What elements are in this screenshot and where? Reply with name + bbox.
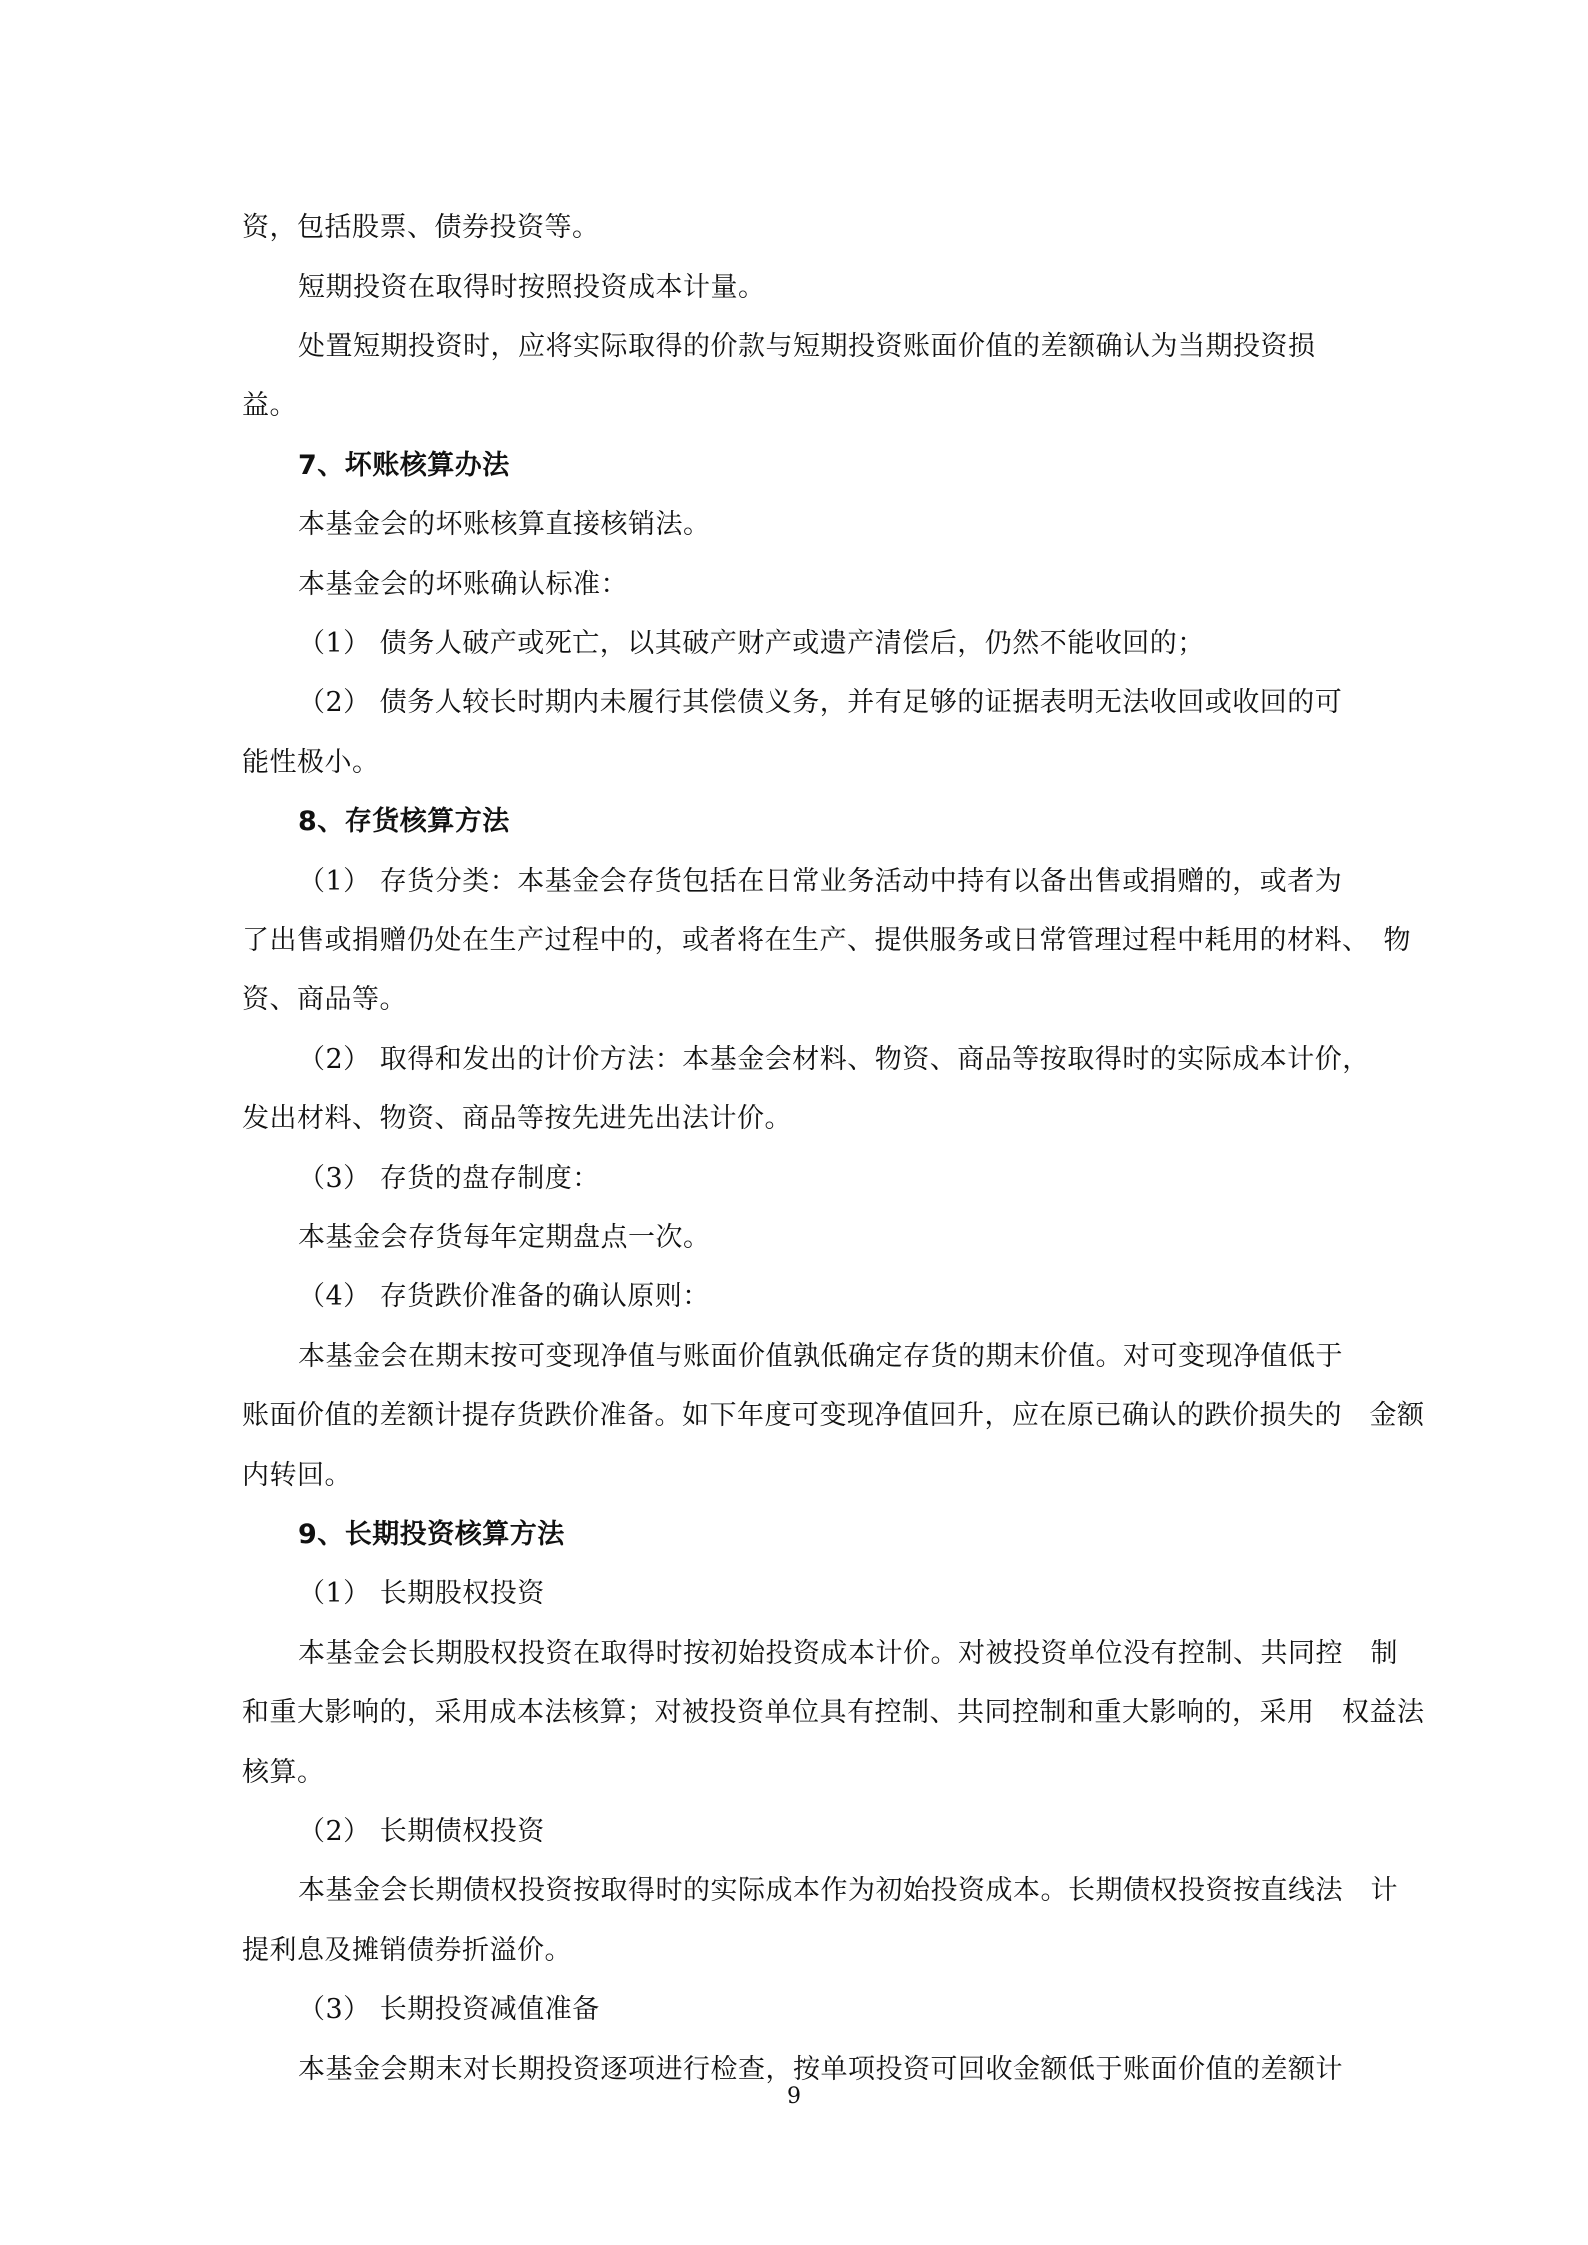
paragraph-line: 账面价值的差额计提存货跌价准备。如下年度可变现净值回升，应在原已确认的跌价损失的 金额 xyxy=(242,1400,1425,1431)
paragraph-line: 提利息及摊销债券折溢价。 xyxy=(242,1935,572,1966)
paragraph-line: 本基金会存货每年定期盘点一次。 xyxy=(298,1222,711,1253)
list-item: （1） 长期股权投资 xyxy=(298,1578,545,1609)
paragraph-line: 本基金会期末对长期投资逐项进行检查，按单项投资可回收金额低于账面价值的差额计 xyxy=(298,2054,1343,2085)
page-number: 9 xyxy=(787,2084,801,2109)
list-item: （4） 存货跌价准备的确认原则： xyxy=(298,1281,710,1312)
paragraph-line: 发出材料、物资、商品等按先进先出法计价。 xyxy=(242,1103,792,1134)
list-item: （1） 债务人破产或死亡，以其破产财产或遗产清偿后，仍然不能收回的； xyxy=(298,628,1205,659)
paragraph-line: 处置短期投资时，应将实际取得的价款与短期投资账面价值的差额确认为当期投资损 xyxy=(298,331,1316,362)
section-heading: 8、存货核算方法 xyxy=(298,806,510,837)
paragraph-line: 本基金会的坏账确认标准： xyxy=(298,569,628,600)
paragraph-line: 短期投资在取得时按照投资成本计量。 xyxy=(298,272,766,303)
paragraph-line: 本基金会长期股权投资在取得时按初始投资成本计价。对被投资单位没有控制、共同控 制 xyxy=(298,1638,1398,1669)
paragraph-line: 本基金会在期末按可变现净值与账面价值孰低确定存货的期末价值。对可变现净值低于 xyxy=(298,1341,1343,1372)
paragraph-line: 了出售或捐赠仍处在生产过程中的，或者将在生产、提供服务或日常管理过程中耗用的材料、 物 xyxy=(242,925,1411,956)
section-heading: 9、长期投资核算方法 xyxy=(298,1519,565,1550)
section-heading: 7、坏账核算办法 xyxy=(298,450,510,481)
paragraph-line: 益。 xyxy=(242,390,297,421)
paragraph-line: 本基金会的坏账核算直接核销法。 xyxy=(298,509,711,540)
paragraph-line: 内转回。 xyxy=(242,1460,352,1491)
paragraph-line: 和重大影响的，采用成本法核算；对被投资单位具有控制、共同控制和重大影响的，采用 权益法 xyxy=(242,1697,1425,1728)
list-item: （1） 存货分类：本基金会存货包括在日常业务活动中持有以备出售或捐赠的，或者为 xyxy=(298,866,1343,897)
list-item: （2） 长期债权投资 xyxy=(298,1816,545,1847)
list-item: （2） 取得和发出的计价方法：本基金会材料、物资、商品等按取得时的实际成本计价， xyxy=(298,1044,1370,1075)
list-item: （3） 存货的盘存制度： xyxy=(298,1163,600,1194)
list-item: （2） 债务人较长时期内未履行其偿债义务，并有足够的证据表明无法收回或收回的可 xyxy=(298,687,1343,718)
paragraph-line: 能性极小。 xyxy=(242,747,380,778)
paragraph-line: 资、商品等。 xyxy=(242,984,407,1015)
paragraph-line: 资，包括股票、债券投资等。 xyxy=(242,212,600,243)
paragraph-line: 核算。 xyxy=(242,1757,325,1788)
list-item: （3） 长期投资减值准备 xyxy=(298,1994,600,2025)
paragraph-line: 本基金会长期债权投资按取得时的实际成本作为初始投资成本。长期债权投资按直线法 计 xyxy=(298,1875,1398,1906)
